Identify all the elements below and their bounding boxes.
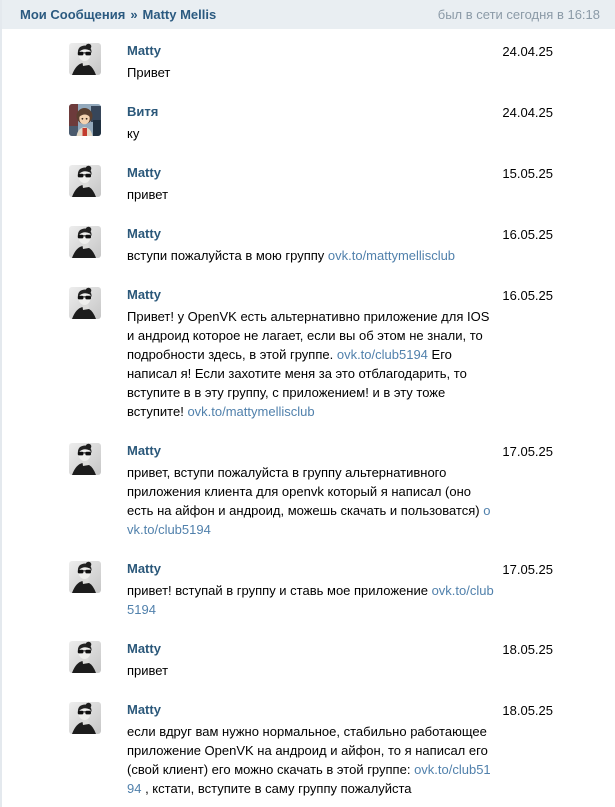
message-content (127, 641, 495, 680)
inline-group-link[interactable]: ovk.to/club5194 (127, 762, 491, 796)
message-row (69, 287, 553, 421)
message-text (127, 463, 495, 539)
message-text-segment: привет! вступай в группу и ставь мое приложение (127, 583, 432, 598)
inline-group-link[interactable]: ovk.to/club5194 (127, 503, 491, 537)
message-text (127, 124, 495, 143)
message-date: 24.04.25 (502, 105, 553, 120)
message-text (127, 581, 495, 619)
message-text-segment: Привет (127, 65, 171, 80)
message-row (69, 165, 553, 204)
breadcrumb-current-user-link[interactable]: Matty Mellis (142, 7, 217, 22)
breadcrumb (20, 7, 216, 22)
message-text-segment: привет, вступи пожалуйста в группу альтернативного приложения клиента для openvk который я написал (оно есть на айфон и андроид, можешь скачать и пользоватся) (127, 465, 484, 518)
sender-name-link[interactable]: Matty (127, 226, 161, 241)
message-text-segment: ку (127, 126, 140, 141)
matty-avatar-image (69, 165, 101, 197)
breadcrumb-my-messages-link[interactable]: Мои Сообщения (20, 7, 126, 22)
message-text-segment: если вдруг вам нужно нормальное, стабильно работающее приложение OpenVK на андроид и айфон, то я написал его (свой клиент) его можно скачать в этой группе: (127, 724, 488, 777)
message-row (69, 43, 553, 82)
matty-avatar-image (69, 287, 101, 319)
vitya-avatar-image (69, 104, 101, 136)
sender-name-link[interactable]: Matty (127, 561, 161, 576)
message-date: 16.05.25 (502, 288, 553, 303)
message-text (127, 185, 495, 204)
message-date: 24.04.25 (502, 44, 553, 59)
message-text (127, 722, 495, 798)
avatar[interactable] (69, 702, 101, 734)
message-text (127, 246, 495, 265)
matty-avatar-image (69, 443, 101, 475)
sender-name-link[interactable]: Matty (127, 287, 161, 302)
message-text-segment: , кстати, вступите в саму группу пожалуйста (141, 781, 412, 796)
avatar[interactable] (69, 226, 101, 258)
message-date: 17.05.25 (502, 562, 553, 577)
matty-avatar-image (69, 43, 101, 75)
matty-avatar-image (69, 561, 101, 593)
breadcrumb-separator: » (130, 7, 138, 22)
message-date: 16.05.25 (502, 227, 553, 242)
inline-group-link[interactable]: ovk.to/club5194 (127, 583, 494, 617)
last-seen-status: был в сети сегодня в 16:18 (437, 7, 600, 22)
message-row (69, 561, 553, 619)
message-text-segment: Его написал я! Если захотите меня за это отблагодарить, то вступите в в эту группу, с приложением! и в эту тоже вступите! (127, 347, 467, 419)
message-content (127, 165, 495, 204)
message-date: 17.05.25 (502, 444, 553, 459)
page-header (2, 0, 615, 29)
message-text-segment: вступи пожалуйста в мою группу (127, 248, 328, 263)
matty-avatar-image (69, 226, 101, 258)
sender-name-link[interactable]: Matty (127, 165, 161, 180)
message-row (69, 443, 553, 539)
matty-avatar-image (69, 641, 101, 673)
message-content (127, 104, 495, 143)
avatar[interactable] (69, 165, 101, 197)
message-list (2, 29, 615, 798)
avatar[interactable] (69, 287, 101, 319)
message-content (127, 561, 495, 619)
matty-avatar-image (69, 702, 101, 734)
avatar[interactable] (69, 104, 101, 136)
sender-name-link[interactable]: Витя (127, 104, 159, 119)
message-text-segment: привет (127, 187, 169, 202)
message-row (69, 641, 553, 680)
message-content (127, 702, 495, 798)
message-date: 18.05.25 (502, 703, 553, 718)
message-content (127, 43, 495, 82)
inline-group-link[interactable]: ovk.to/club5194 (336, 347, 428, 362)
inline-group-link[interactable]: ovk.to/mattymellisclub (187, 404, 315, 419)
message-text (127, 63, 495, 82)
sender-name-link[interactable]: Matty (127, 43, 161, 58)
sender-name-link[interactable]: Matty (127, 443, 161, 458)
sender-name-link[interactable]: Matty (127, 641, 161, 656)
message-content (127, 226, 495, 265)
message-content (127, 443, 495, 539)
message-date: 18.05.25 (502, 642, 553, 657)
message-text-segment: Привет! у OpenVK есть альтернативно приложение для IOS и андроид которое не лагает, если вы об этом не знали, то подробности здесь, в этой группе. (127, 309, 490, 362)
avatar[interactable] (69, 43, 101, 75)
message-row (69, 226, 553, 265)
sender-name-link[interactable]: Matty (127, 702, 161, 717)
message-row (69, 702, 553, 798)
message-date: 15.05.25 (502, 166, 553, 181)
message-text-segment: привет (127, 663, 169, 678)
inline-group-link[interactable]: ovk.to/mattymellisclub (327, 248, 456, 263)
avatar[interactable] (69, 561, 101, 593)
message-content (127, 287, 495, 421)
message-text (127, 661, 495, 680)
avatar[interactable] (69, 443, 101, 475)
avatar[interactable] (69, 641, 101, 673)
message-row (69, 104, 553, 143)
message-text (127, 307, 495, 421)
